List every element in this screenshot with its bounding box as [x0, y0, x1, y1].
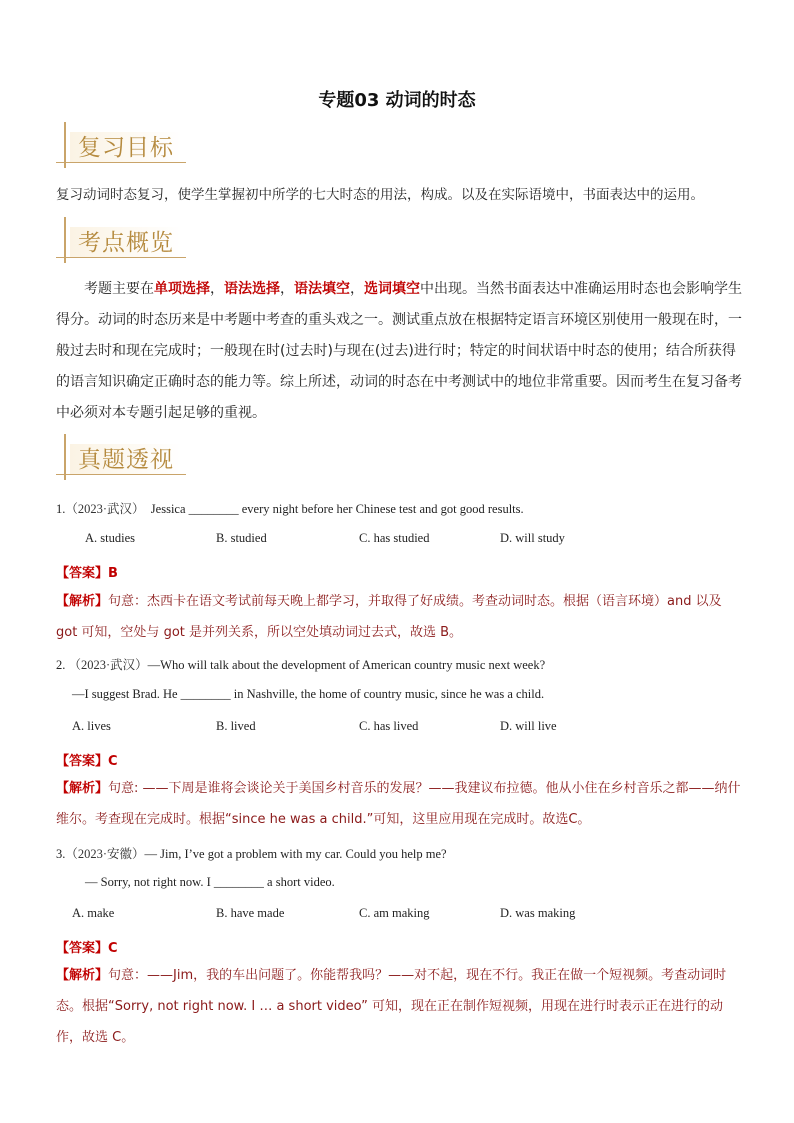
question-stem: [56, 655, 756, 673]
overview-highlight: 语法选择: [224, 281, 280, 297]
option-c: C. am making: [359, 906, 430, 920]
question-stem-line-2: —I suggest Brad. He ________ in Nashville, the home of country music, since he was a child.: [72, 687, 545, 701]
section-header-overview: [56, 217, 206, 269]
overview-separator: ，: [210, 281, 224, 297]
overview-prefix: 考题主要在: [84, 281, 154, 297]
explanation-text: 句意：——Jim，我的车出问题了。你能帮我吗？——对不起，现在不行。我正在做一个短视频。考查动词时态。根据“Sorry, not right now. I … a short video” 可知，现在正在制作短视频，用现在进行时表示正在进行的动作，故选 C。: [56, 968, 727, 1045]
overview-separator: ，: [350, 281, 364, 297]
option-d: D. will live: [500, 719, 557, 733]
answer-tag: 【答案】: [56, 754, 109, 769]
answer-value: B: [108, 566, 118, 581]
section-decor-underline: [56, 474, 186, 475]
question-number: 3.: [56, 847, 66, 861]
overview-body: 中出现。当然书面表达中准确运用时态也会影响学生得分。动词的时态历来是中考题中考查的重头戏之一。测试重点放在根据特定语言环境区别使用一般现在时，一般过去时和现在完成时；一般现在时(过去时)与现在(过去)进行时；特定的时间状语中时态的使用；结合所获得的语言知识确定正确时态的能力等。综上所述，动词的时态在中考测试中的地位非常重要。因而考生在复习备考中必须对本专题引起足够的重视。: [56, 281, 742, 421]
explanation-tag: 【解析】: [56, 594, 109, 609]
option-c: C. has studied: [359, 531, 430, 545]
review-goal-text: 复习动词时态复习，使学生掌握初中所学的七大时态的用法，构成。以及在实际语境中，书面表达中的运用。: [56, 187, 704, 203]
section-decor-underline: [56, 162, 186, 163]
overview-highlight: 语法填空: [294, 281, 350, 297]
option-d: D. was making: [500, 906, 576, 920]
option-b: B. studied: [216, 531, 267, 545]
option-b: B. lived: [216, 719, 256, 733]
overview-highlight: 选词填空: [364, 281, 420, 297]
option-c: C. has lived: [359, 719, 419, 733]
overview-separator: ，: [280, 281, 294, 297]
question-text: Jessica ________ every night before her Chinese test and got good results.: [150, 502, 524, 516]
explanation: [56, 773, 746, 835]
option-b: B. have made: [216, 906, 285, 920]
question-stem: [56, 499, 756, 517]
question-stem: [56, 844, 756, 862]
option-d: D. will study: [500, 531, 565, 545]
answer-tag: 【答案】: [56, 566, 109, 581]
question-source: （2023·安徽）: [65, 847, 145, 861]
page-title: 专题03 动词的时态: [318, 90, 476, 111]
question-source: （2023·武汉）: [68, 658, 148, 672]
answer: [56, 750, 118, 769]
question-text: — Jim, I’ve got a problem with my car. Could you help me?: [144, 847, 447, 861]
section-title: 考点概览: [78, 230, 174, 256]
question-number: 1.: [56, 502, 66, 516]
explanation: [56, 960, 746, 1053]
section-header-review-goal: [56, 122, 206, 174]
overview-text: [56, 274, 746, 429]
option-a: A. make: [72, 906, 115, 920]
explanation-text: 句意：杰西卡在语文考试前每天晚上都学习，并取得了好成绩。考查动词时态。根据（语言环境）and 以及 got 可知，空处与 got 是并列关系，所以空处填动词过去式，故选 B。: [56, 594, 722, 640]
option-a: A. studies: [85, 531, 135, 545]
question-stem-line-2: — Sorry, not right now. I ________ a short video.: [85, 875, 335, 889]
section-title: 复习目标: [78, 135, 174, 161]
section-header-real-questions: [56, 434, 206, 486]
explanation-text: 句意: ——下周是谁将会谈论关于美国乡村音乐的发展？——我建议布拉德。他从小住在乡村音乐之都——纳什维尔。考查现在完成时。根据“since he was a child.”可知，这里应用现在完成时。故选C。: [56, 781, 741, 827]
question-text: —Who will talk about the development of American country music next week?: [147, 658, 546, 672]
answer-tag: 【答案】: [56, 941, 109, 956]
answer: [56, 562, 118, 581]
answer-value: C: [108, 941, 118, 956]
question-source: （2023·武汉）: [65, 502, 145, 516]
answer-value: C: [108, 754, 118, 769]
answer: [56, 937, 118, 956]
explanation-tag: 【解析】: [56, 781, 109, 796]
explanation-tag: 【解析】: [56, 968, 109, 983]
question-number: 2.: [56, 658, 66, 672]
overview-highlight: 单项选择: [154, 281, 210, 297]
section-decor-underline: [56, 257, 186, 258]
section-title: 真题透视: [78, 447, 174, 473]
explanation: [56, 586, 746, 648]
option-a: A. lives: [72, 719, 111, 733]
